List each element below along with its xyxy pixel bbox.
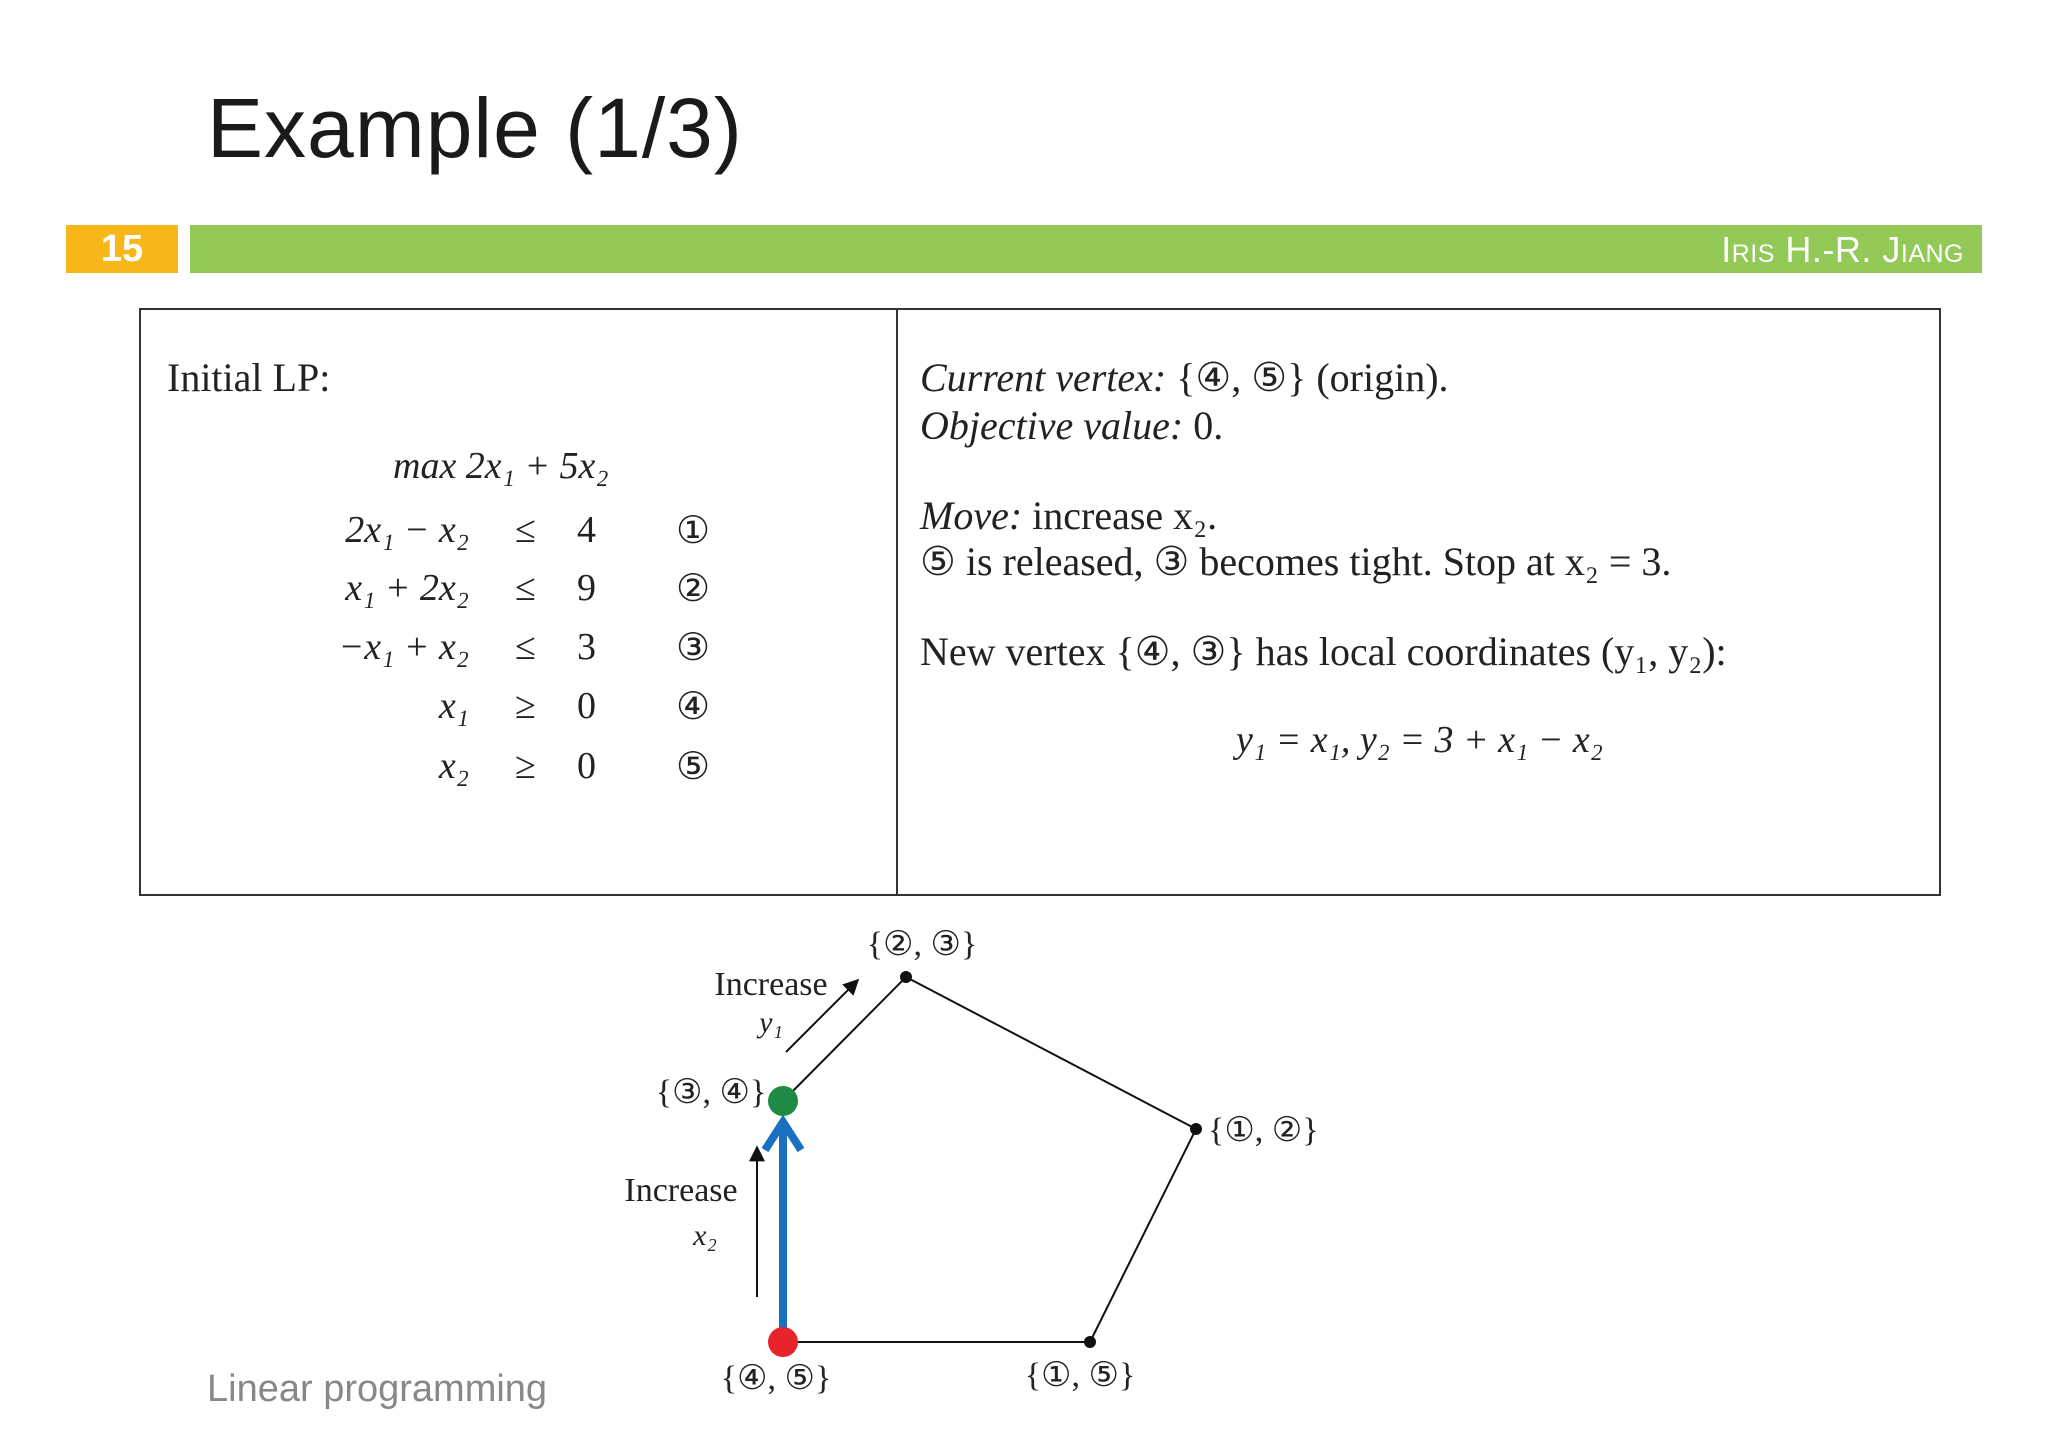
current-vertex-value: {④, ⑤} (origin). bbox=[1176, 355, 1449, 400]
move-value: increase x₂. bbox=[1032, 493, 1218, 538]
constraint-tag: ② bbox=[676, 568, 711, 610]
vertex-15-dot bbox=[1084, 1336, 1096, 1348]
author-name: Iris H.-R. Jiang bbox=[1721, 229, 1964, 270]
constraint-relation: ≤ bbox=[515, 509, 536, 551]
constraint-rhs: 0 bbox=[577, 745, 596, 787]
edge-12-23 bbox=[906, 977, 1196, 1129]
move-label: Move: bbox=[920, 493, 1023, 538]
slide-title: Example (1/3) bbox=[207, 81, 743, 175]
constraint-relation: ≥ bbox=[515, 745, 536, 787]
constraint-tag: ⑤ bbox=[676, 746, 711, 788]
vertex-label-34: {③, ④} bbox=[655, 1074, 767, 1111]
slide-number: 15 bbox=[66, 225, 178, 273]
vertex-label-45: {④, ⑤} bbox=[720, 1360, 832, 1397]
current-vertex-label: Current vertex: bbox=[920, 355, 1167, 400]
constraint-relation: ≥ bbox=[515, 685, 536, 727]
lp-objective: max 2x₁ + 5x₂ bbox=[393, 445, 609, 487]
constraint-lhs: 2x₁ − x₂ bbox=[345, 509, 469, 551]
vertex-label-23: {②, ③} bbox=[866, 926, 978, 963]
constraint-rhs: 4 bbox=[577, 509, 596, 551]
increase-x2-var: x₂ bbox=[693, 1219, 717, 1252]
vertex-45-start-dot bbox=[768, 1327, 798, 1357]
constraint-lhs: x₂ bbox=[438, 745, 469, 787]
vertex-23-dot bbox=[900, 971, 912, 983]
constraint-lhs: −x₁ + x₂ bbox=[338, 626, 469, 668]
constraint-tag: ④ bbox=[676, 686, 711, 728]
constraint-rhs: 9 bbox=[577, 567, 596, 609]
constraint-rhs: 0 bbox=[577, 685, 596, 727]
constraint-tag: ③ bbox=[676, 627, 711, 669]
constraint-lhs: x₁ + 2x₂ bbox=[345, 567, 469, 609]
vertex-34-current-dot bbox=[768, 1086, 798, 1116]
vertex-label-15: {①, ⑤} bbox=[1024, 1357, 1136, 1394]
local-coordinates: y₁ = x₁, y₂ = 3 + x₁ − x₂ bbox=[1236, 719, 1603, 761]
constraint-relation: ≤ bbox=[515, 626, 536, 668]
initial-lp-heading: Initial LP: bbox=[167, 355, 331, 400]
objective-value: 0. bbox=[1193, 403, 1224, 448]
constraint-tag: ① bbox=[676, 510, 711, 552]
increase-y1-var: y₁ bbox=[759, 1006, 783, 1039]
vertex-12-dot bbox=[1190, 1123, 1202, 1135]
constraint-relation: ≤ bbox=[515, 567, 536, 609]
objective-value-label: Objective value: bbox=[920, 403, 1184, 448]
footer-topic: Linear programming bbox=[207, 1368, 548, 1410]
new-vertex-text: New vertex {④, ③} has local coordinates (y₁, y₂): bbox=[920, 629, 1727, 674]
edge-15-12 bbox=[1090, 1129, 1196, 1342]
increase-y1-word: Increase bbox=[714, 966, 828, 1003]
vertex-label-12: {①, ②} bbox=[1208, 1112, 1319, 1149]
increase-x2-word: Increase bbox=[624, 1172, 738, 1209]
constraint-rhs: 3 bbox=[577, 626, 596, 668]
release-text: ⑤ is released, ③ becomes tight. Stop at x₂ = 3. bbox=[920, 539, 1672, 584]
constraint-lhs: x₁ bbox=[438, 685, 469, 727]
